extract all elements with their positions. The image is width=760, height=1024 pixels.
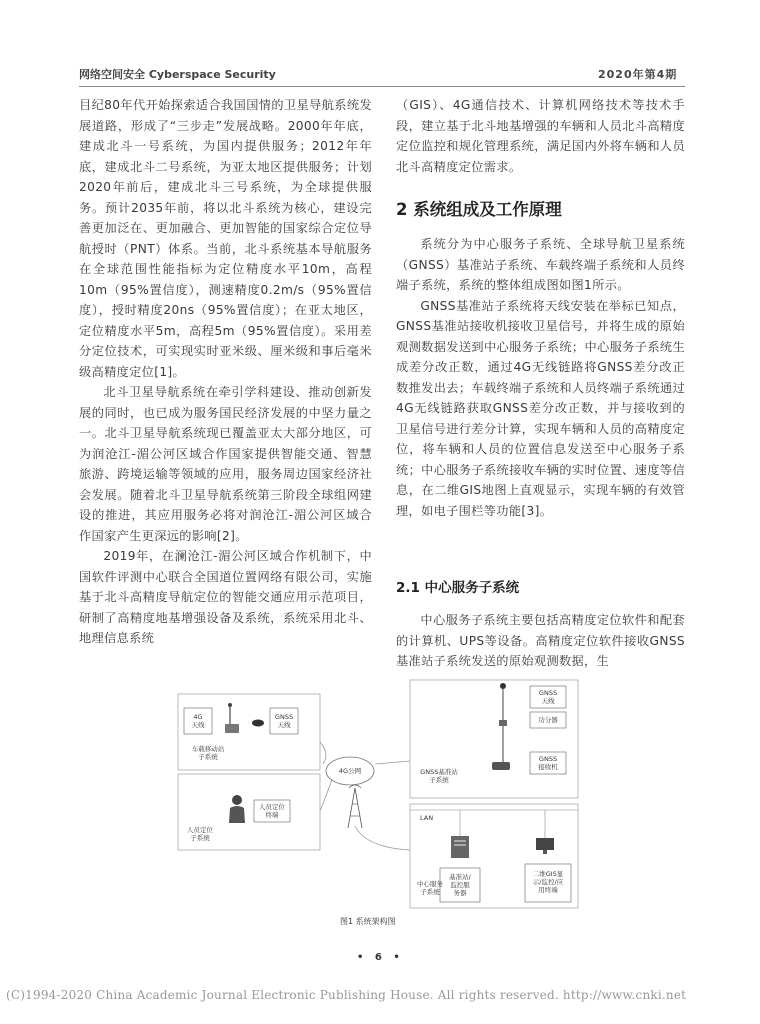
right-paragraph-intro: （GIS）、4G通信技术、计算机网络技术等技术手段，建立基于北斗地基增强的车辆和人员北斗高精度定位监控和规化管理系统，满足国内外将车辆和人员北斗高精度定位需求。 [396, 98, 685, 174]
link-vehicle-cloud [320, 742, 326, 764]
server-icon [451, 836, 469, 858]
left-paragraph-3: 2019年，在澜沧江-湄公河区域合作机制下，中国软件评测中心联合全国道位置网络有限公司，实施基于北斗高精度导航定位的智能交通应用示范项目，研制了高精度地基增强设备及系统，系统采用北斗、地理信息系统 [79, 549, 372, 645]
vehicle-subsystem-label: 车载移动站 子系统 [191, 745, 225, 761]
person-body-icon [229, 806, 245, 823]
header-rule [79, 86, 685, 87]
base-gnss-antenna-label: GNSS 天线 [538, 689, 558, 705]
display-label: 二维GIS显 示/监控/应 用终端 [532, 870, 564, 894]
issue-label: 2020年第4期 [598, 68, 678, 81]
left-column [79, 95, 372, 649]
cellular-tower-icon [348, 785, 362, 828]
base-antenna-icon [500, 683, 506, 689]
subsection-heading: 2.1 中心服务子系统 [396, 580, 520, 596]
cloud-label: 4G公网 [338, 767, 362, 775]
left-paragraph-2: 北斗卫星导航系统在牵引学科建设、推动创新发展的同时，也已成为服务国民经济发展的中坚力量之一。北斗卫星导航系统现已覆盖亚太大部分地区，可为润沧江-湄公河区域合作国家提供智能交通、智慧旅游、跨境运输等领域的应用，服务周边国家经济社会发展。随着北斗卫星导航系统第三阶段全球组网建设的推进，其应用服务必将对润沧江-湄公河区域合作国家产生更深远的影响[2]。 [79, 385, 372, 543]
person-head-icon [232, 795, 242, 805]
right-paragraph-1: 系统分为中心服务子系统、全球导航卫星系统（GNSS）基准站子系统、车载终端子系统和人员终端子系统，系统的整体组成图如图1所示。 [396, 237, 685, 292]
section-heading: 2 系统组成及工作原理 [396, 200, 562, 219]
vehicle-terminal-icon [225, 724, 239, 733]
right-paragraph-3: 中心服务子系统主要包括高精度定位软件和配套的计算机、UPS等设备。高精度定位软件接收GNSS基准站子系统发送的原始观测数据，生 [396, 613, 685, 668]
figure-system-architecture [170, 676, 688, 911]
right-column-mid [396, 234, 685, 521]
figure-svg [170, 676, 688, 911]
vehicle-gnss-antenna-label: GNSS 天线 [274, 713, 294, 729]
left-paragraph-1: 目纪80年代开始探索适合我国国情的卫星导航系统发展道路，形成了“三步走”发展战略。2000年年底，建成北斗一号系统，为国内提供服务；2012年年底，建成北斗二号系统，为亚太地区提供服务；计划2020年前后，建成北斗三号系统，为全球提供服务。预计2035年前，将以北斗系统为核心，建设完善更加泛在、更加融合、更加智能的国家综合定位导航授时（PNT）体系。当前，北斗系统基本导航服务在全球范围性能指标为定位精度水平10m，高程10m（95%置信度），测速精度0.2m/s（95%置信度），授时精度20ns（95%置信度）；在亚太地区，定位精度水平5m，高程5m（95%置信度）。采用差分定位技术，可实现实时亚米级、厘米级和事后毫米级高精度定位[1]。 [79, 98, 372, 379]
figure-caption: 图1 系统架构图 [340, 917, 396, 926]
right-column-bottom [396, 610, 685, 672]
journal-title: 网络空间安全 Cyberspace Security [79, 68, 276, 81]
person-subsystem-label: 人员定位 子系统 [187, 826, 213, 842]
antenna-4g-label: 4G 天线 [191, 713, 205, 729]
page-number: • 6 • [357, 952, 404, 963]
splitter-label: 功分器 [538, 716, 558, 724]
right-column-top [396, 95, 685, 177]
vehicle-gnss-antenna-icon [252, 720, 264, 727]
center-subsystem-label: 中心服务 子系统 [417, 880, 443, 896]
base-subsystem-label: GNSS基准站 子系统 [420, 768, 458, 784]
right-paragraph-2: GNSS基准站子系统将天线安装在举标已知点，GNSS基准站接收机接收卫星信号，并将生成的原始观测数据发送到中心服务子系统；中心服务子系统生成差分改正数，通过4G无线链路将GNSS差分改正数推发出去；车载终端子系统和人员终端子系统通过4G无线链路获取GNSS差分改正数，并与接收到的卫星信号进行差分计算，实现车辆和人员的高精度定位，将车辆和人员的位置信息发送至中心服务子系统；中心服务子系统接收车辆的实时位置、速度等信息，在二维GIS地图上直观显示，实现车辆的有效管理，如电子围栏等功能[3]。 [396, 298, 685, 518]
vehicle-antenna-tip [228, 703, 232, 707]
base-receiver-label: GNSS 接收机 [538, 755, 558, 771]
splitter-icon [499, 720, 507, 726]
lan-label: LAN [420, 814, 434, 822]
server-label: 基准站/ 监控服 务器 [449, 873, 471, 897]
base-receiver-icon [492, 762, 510, 770]
link-cloud-base [375, 761, 410, 764]
person-terminal-label: 人员定位 终端 [259, 803, 285, 819]
copyright-footer: (C)1994-2020 China Academic Journal Electronic Publishing House. All rights reserved. http://www.cnki.net [6, 988, 687, 1002]
